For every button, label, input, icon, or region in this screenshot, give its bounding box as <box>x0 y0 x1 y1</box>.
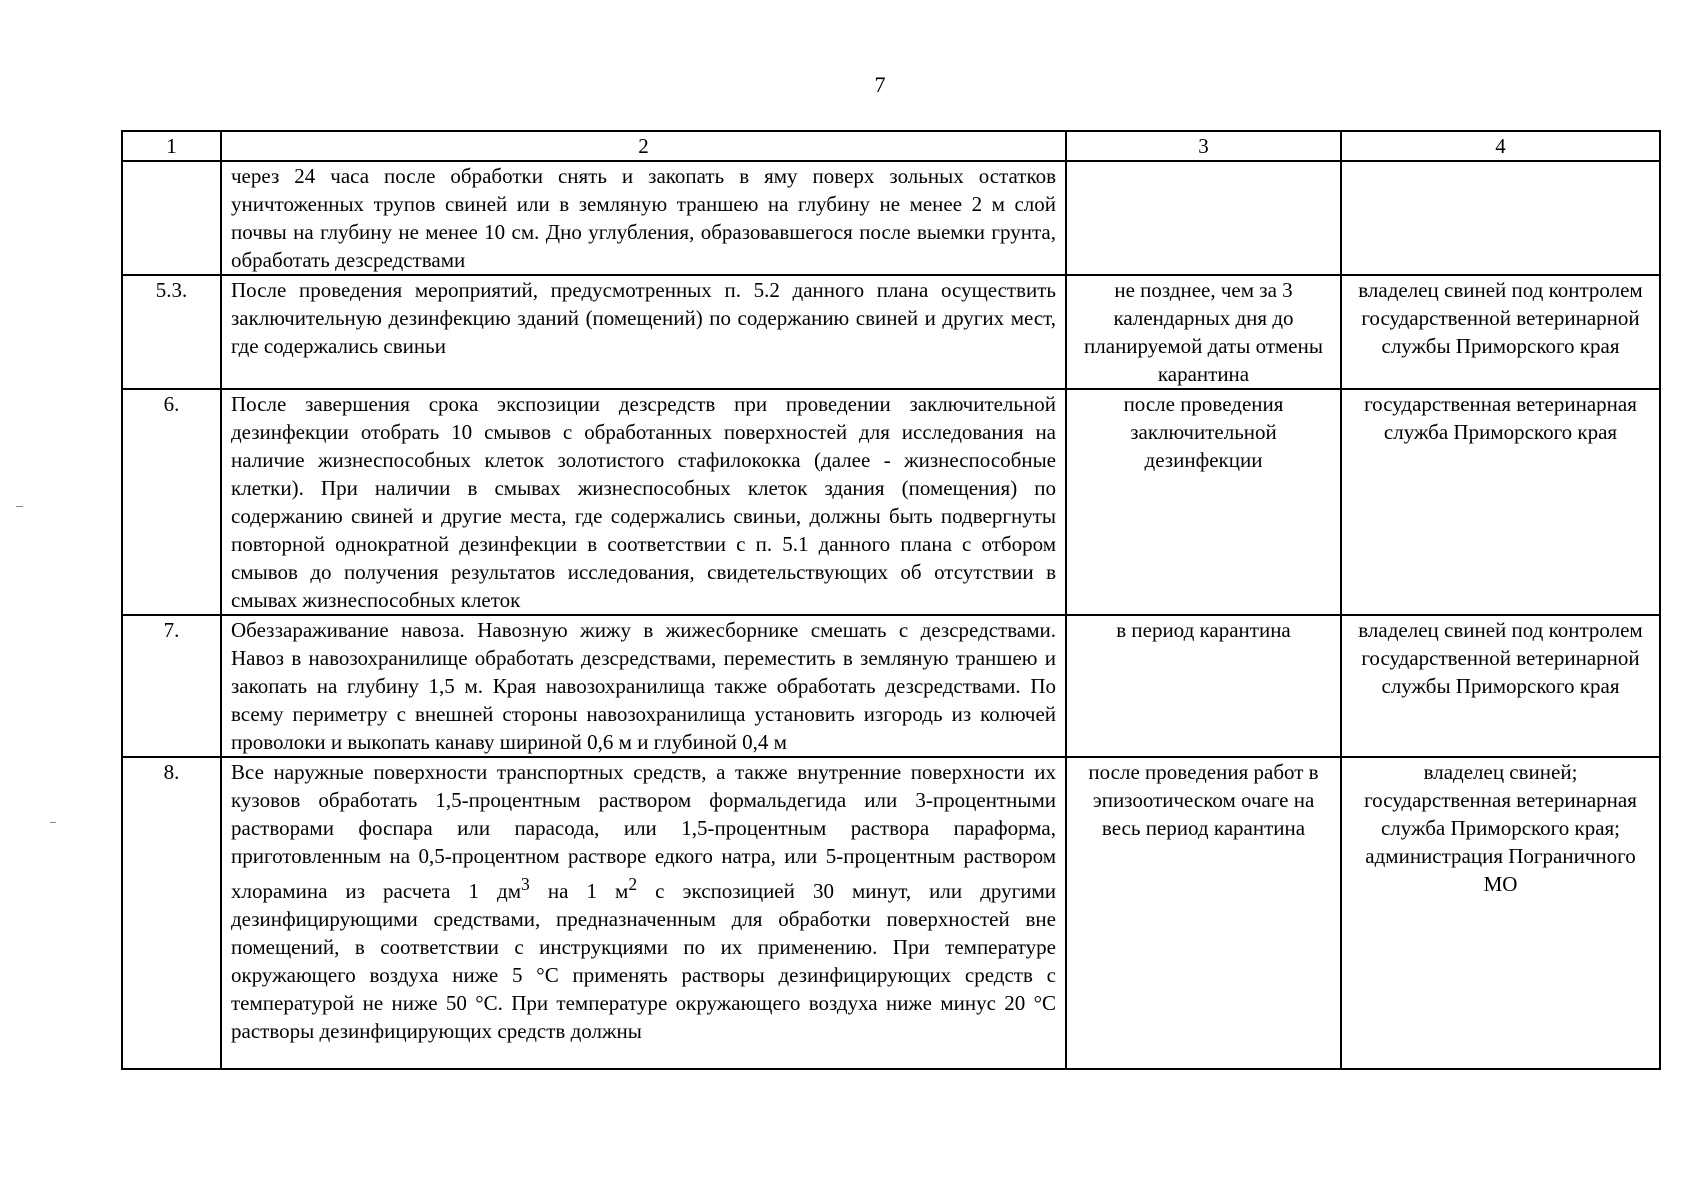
row-number <box>122 161 221 275</box>
row-responsible: владелец свиней; государственная ветеринарная служба Приморского края; администрация Пограничного МО <box>1341 757 1660 1069</box>
row-deadline: в период карантина <box>1066 615 1341 757</box>
row-description: Обеззараживание навоза. Навозную жижу в жижесборнике смешать с дезсредствами. Навоз в навозохранилище обработать дезсредствами, переместить в земляную траншею и закопать на глубину 1,5 м. Края навозохранилища также обработать дезсредствами. По всему периметру с внешней стороны навозохранилища установить изгородь из колючей проволоки и выкопать канаву шириной 0,6 м и глубиной 0,4 м <box>221 615 1066 757</box>
table-row <box>122 275 1660 389</box>
description-part: Все наружные поверхности транспортных средств, а также внутренние поверхности их кузовов обработать 1,5-процентным раствором формальдегида или 3-процентными растворами фоспара или парасода, или 1,5-процентным раствора параформа, приготовленным на 0,5-процентном растворе едкого натра, или 5-процентным раствором хлорамина из расчета 1 дм <box>231 760 1056 903</box>
row-deadline: после проведения заключительной дезинфекции <box>1066 389 1341 615</box>
column-header-4: 4 <box>1341 131 1660 161</box>
row-deadline <box>1066 161 1341 275</box>
row-deadline: не позднее, чем за 3 календарных дня до планируемой даты отмены карантина <box>1066 275 1341 389</box>
description-part: с экспозицией 30 минут, или другими дезинфицирующими средствами, предназначенным для обработки поверхностей вне помещений, в соответствии с инструкциями по их применению. При температуре окружающего воздуха ниже 5 °С применять растворы дезинфицирующих средств с температурой не ниже 50 °С. При температуре окружающего воздуха ниже минус 20 °С растворы дезинфицирующих средств должны <box>231 879 1056 1043</box>
row-responsible: владелец свиней под контролем государственной ветеринарной службы Приморского края <box>1341 615 1660 757</box>
row-responsible <box>1341 161 1660 275</box>
row-description: После проведения мероприятий, предусмотренных п. 5.2 данного плана осуществить заключительную дезинфекцию зданий (помещений) по содержанию свиней и других мест, где содержались свиньи <box>221 275 1066 389</box>
column-header-1: 1 <box>122 131 221 161</box>
column-header-2: 2 <box>221 131 1066 161</box>
table-row <box>122 389 1660 615</box>
superscript: 2 <box>628 874 638 894</box>
row-description-text <box>231 758 1056 1068</box>
row-description <box>221 757 1066 1069</box>
row-description: После завершения срока экспозиции дезсредств при проведении заключительной дезинфекции отобрать 10 смывов с обработанных поверхностей для исследования на наличие жизнеспособных клеток золотистого стафилококка (далее - жизнеспособные клетки). При наличии в смывах жизнеспособных клеток здания (помещения) по содержанию свиней и другие места, где содержались свиньи, должны быть подвергнуты повторной однократной дезинфекции в соответствии с п. 5.1 данного плана с отбором смывов до получения результатов исследования, свидетельствующих об отсутствии в смывах жизнеспособных клеток <box>221 389 1066 615</box>
row-number: 6. <box>122 389 221 615</box>
table-row <box>122 161 1660 275</box>
page-number: 7 <box>874 72 886 97</box>
row-responsible: владелец свиней под контролем государственной ветеринарной службы Приморского края <box>1341 275 1660 389</box>
margin-mark <box>16 506 23 507</box>
row-number: 8. <box>122 757 221 1069</box>
measures-table <box>121 130 1661 1070</box>
row-responsible: государственная ветеринарная служба Приморского края <box>1341 389 1660 615</box>
header-row <box>122 131 1660 161</box>
margin-mark <box>50 822 56 823</box>
row-description: через 24 часа после обработки снять и закопать в яму поверх зольных остатков уничтоженных трупов свиней или в земляную траншею на глубину не менее 2 м слой почвы на глубину не менее 10 см. Дно углубления, образовавшегося после выемки грунта, обработать дезсредствами <box>221 161 1066 275</box>
table-row <box>122 757 1660 1069</box>
row-deadline: после проведения работ в эпизоотическом очаге на весь период карантина <box>1066 757 1341 1069</box>
table-row <box>122 615 1660 757</box>
row-number: 7. <box>122 615 221 757</box>
column-header-3: 3 <box>1066 131 1341 161</box>
superscript: 3 <box>521 874 530 894</box>
description-part: на 1 м <box>529 879 629 903</box>
row-number: 5.3. <box>122 275 221 389</box>
